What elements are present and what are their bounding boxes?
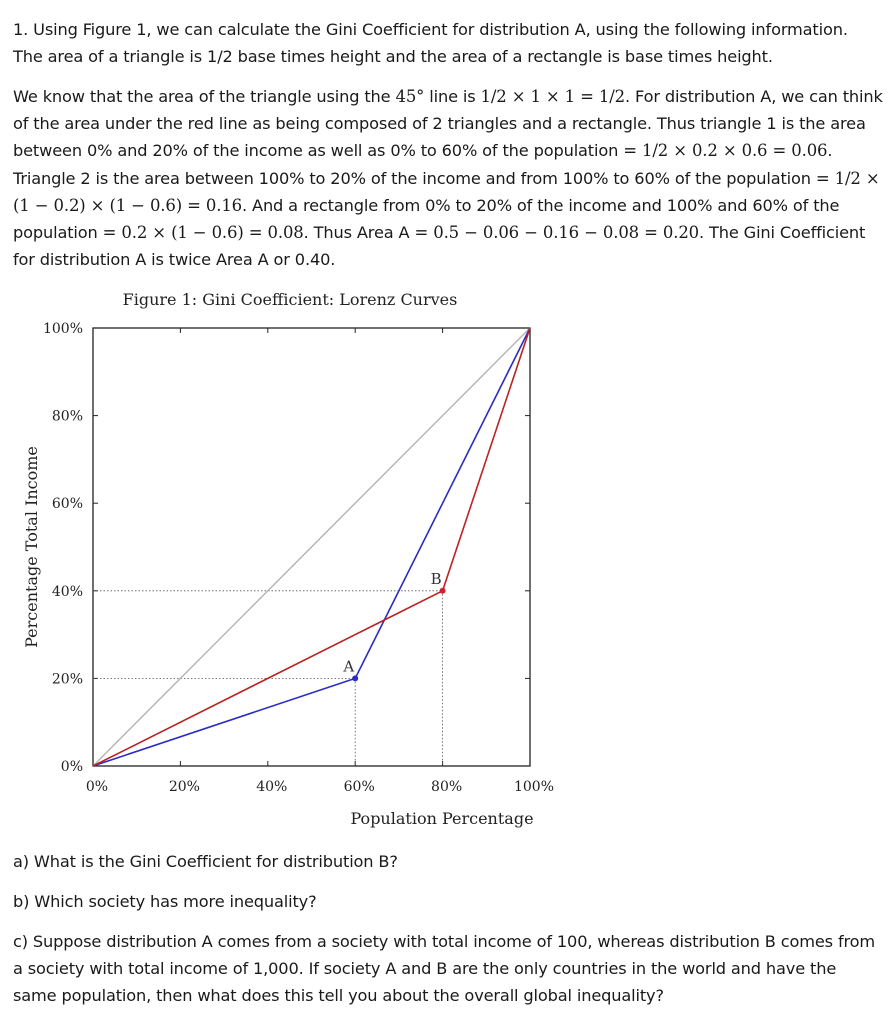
explanation-text: . The Gini Coefficient for distribution A is twice Area A or 0.40. — [13, 223, 866, 270]
math-expression: 1/2 × 1 × 1 = 1/2 — [480, 87, 625, 106]
x-tick-label: 60% — [343, 779, 375, 795]
x-tick-label: 40% — [256, 779, 288, 795]
intro-line-2: The area of a triangle is 1/2 base times height and the area of a rectangle is base times height. — [13, 47, 773, 67]
math-expression: = 0.2 × (1 − 0.6) = 0.08 — [102, 223, 304, 243]
y-tick-label: 20% — [51, 671, 83, 688]
math-expression: 45° — [395, 87, 425, 106]
point-a — [352, 675, 358, 681]
explanation-text: We know that the area of the triangle using the — [13, 87, 396, 106]
point-label-a: A — [343, 657, 355, 676]
question-b: b) Which society has more inequality? — [13, 892, 317, 911]
math-expression: = 1/2 × 0.2 × 0.6 = 0.06 — [623, 141, 828, 161]
figure-title: Figure 1: Gini Coefficient: Lorenz Curves — [122, 290, 458, 309]
y-tick-label: 100% — [42, 321, 83, 337]
point-b — [440, 588, 446, 594]
explanation-text: . Thus Area A — [303, 223, 415, 243]
intro-paragraph — [13, 16, 883, 70]
explanation-text: . Triangle 2 is the area between 100% to 20% of the income and from 100% to 60% of the population — [13, 141, 833, 188]
y-tick-label: 0% — [60, 759, 83, 775]
x-tick-label: 0% — [85, 779, 109, 795]
x-tick-label: 20% — [168, 779, 200, 795]
intro-line-1: 1. Using Figure 1, we can calculate the Gini Coefficient for distribution A, using the following information. — [13, 20, 848, 39]
math-expression: = 0.5 − 0.06 − 0.16 − 0.08 = 0.20 — [414, 223, 700, 243]
question-a: a) What is the Gini Coefficient for distribution B? — [13, 852, 398, 871]
point-label-b: B — [430, 569, 442, 588]
math-expression: = 1/2 × (1 − 0.2) × (1 − 0.6) = 0.16 — [13, 168, 880, 215]
x-tick-label: 100% — [513, 779, 555, 795]
question-c: c) Suppose distribution A comes from a society with total income of 100, whereas distribution B comes from a society with total income of 1,000. If society A and B are the only countries in the world and have the same population, then what does this tell you about the overall global inequality? — [13, 932, 876, 1006]
lorenz-chart — [0, 300, 580, 840]
y-tick-label: 80% — [51, 408, 83, 425]
y-axis-label: Percentage Total Income — [22, 446, 41, 648]
y-tick-label: 40% — [51, 583, 83, 600]
x-axis-label: Population Percentage — [350, 809, 534, 828]
explanation-text: . For distribution A, we can think of the area under the red line as being composed of 2 triangles and a rectangle. Thus triangle 1 is the area between 0% and 20% of the income as well as 0% to 60% of the population — [13, 87, 883, 161]
explanation-text: . And a rectangle from 0% to 20% of the income and 100% and 60% of the population — [13, 195, 840, 243]
equality-line — [93, 328, 530, 766]
x-tick-label: 80% — [431, 779, 463, 795]
explanation-paragraph — [13, 83, 883, 273]
explanation-text: line is — [424, 87, 481, 106]
y-tick-label: 60% — [51, 496, 83, 513]
